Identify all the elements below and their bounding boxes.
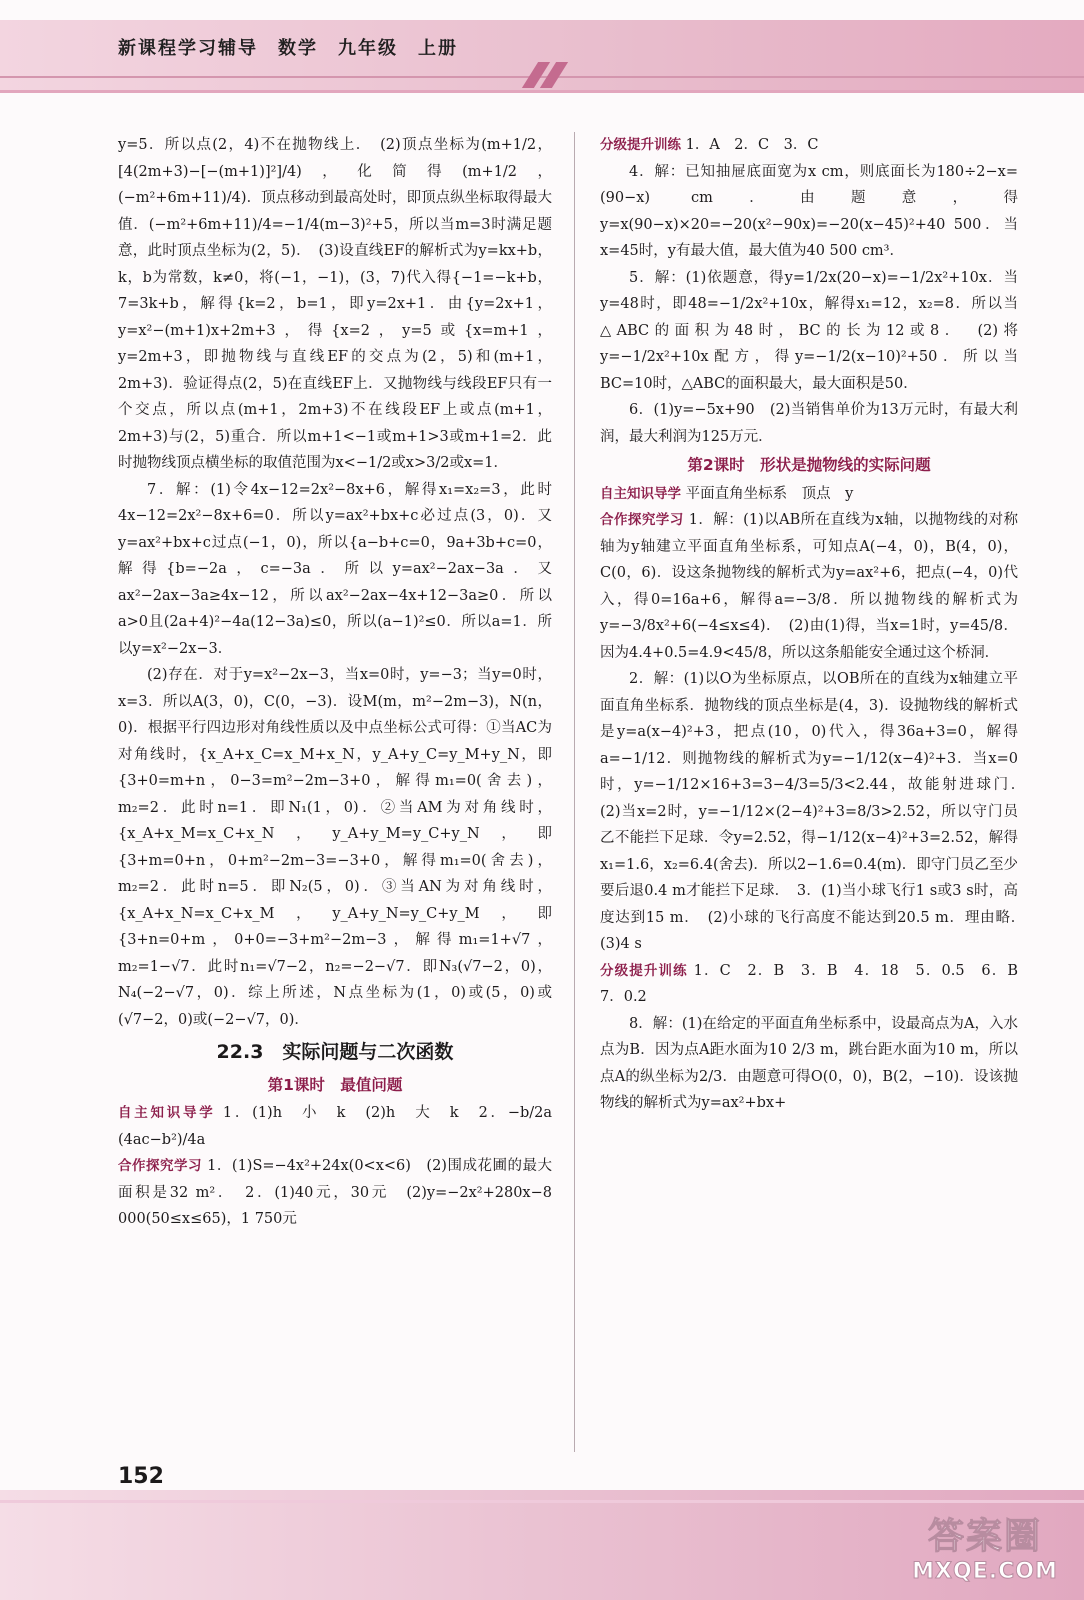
subhead-cooperative: 合作探究学习 [118,1158,203,1174]
page-number: 152 [118,1464,164,1489]
header-rule [0,76,1084,78]
footer-stripe [0,1500,1084,1503]
section-title: 22.3 实际问题与二次函数 [216,1041,454,1063]
watermark-text: 答案圈 [927,1516,1042,1557]
self-study-answers: 平面直角坐标系 顶点 y [685,485,854,502]
watermark-url: MXQE.COM [912,1559,1058,1584]
answer-paragraph: 8．解：(1)在给定的平面直角坐标系中，设最高点为A，入水点为B．因为点A距水面为10 2/3 m，跳台距水面为10 m，所以点A的纵坐标为2/3．由题意可得O(0，0)，B(2，−10)．设该抛物线的解析式为y=ax²+bx+ [600,1015,1018,1111]
answer-paragraph: 4．解：已知抽屉底面宽为x cm，则底面长为180÷2−x=(90−x) cm．由题意，得y=x(90−x)×20=−20(x²−90x)=−20(x−45)²+40 500．当x=45时，y有最大值，最大值为40 500 cm³． [600,163,1018,259]
answer-paragraph: (2)存在．对于y=x²−2x−3，当x=0时，y=−3；当y=0时，x=3．所以A(3，0)，C(0，−3)．设M(m，m²−2m−3)，N(n，0)．根据平行四边形对角线性质以及中点坐标公式可得：①当AC为对角线时，{x_A+x_C=x_M+x_N，y_A+y_C=y_M+y_N，即{3+0=m+n，0−3=m²−2m−3+0，解得m₁=0(舍去)，m₂=2．此时n=1．即N₁(1，0)．②当AM为对角线时，{x_A+x_M=x_C+x_N，y_A+y_M=y_C+y_N，即{3+m=0+n，0+m²−2m−3=−3+0，解得m₁=0(舍去)，m₂=2．此时n=5．即N₂(5，0)．③当AN为对角线时，{x_A+x_N=x_C+x_M，y_A+y_N=y_C+y_M，即{3+n=0+m，0+0=−3+m²−2m−3，解得m₁=1+√7，m₂=1−√7．此时n₁=√7−2，n₂=−2−√7．即N₃(√7−2，0)，N₄(−2−√7，0)．综上所述，N点坐标为(1，0)或(5，0)或(√7−2，0)或(−2−√7，0)． [118,667,552,1028]
watermark-logo [910,1508,1060,1584]
subhead-tier-training: 分级提升训练 [600,962,688,979]
self-study-answers: 1．(1)h 小 k (2)h 大 k 2．−b/2a (4ac−b²)/4a [118,1105,567,1148]
lesson-title: 第1课时 最值问题 [267,1075,403,1094]
answer-paragraph: 7．解：(1)令4x−12=2x²−8x+6，解得x₁=x₂=3，此时4x−12=2x²−8x+6=0．所以y=ax²+bx+c必过点(3，0)．又y=ax²+bx+c过点(−1，0)，所以{a−b+c=0，9a+3b+c=0，解得{b=−2a，c=−3a．所以y=ax²−2ax−3a．又ax²−2ax−3a≥4x−12，所以ax²−2ax−4x+12−3a≥0．所以a>0且(2a+4)²−4a(12−3a)≤0，所以(a−1)²≤0．所以a=1．所以y=x²−2x−3． [118,481,552,657]
right-column [600,132,1033,1117]
column-divider [574,132,575,1452]
left-column [118,132,567,1233]
subhead-tier-training: 分级提升训练 [600,137,681,153]
subhead-self-study: 自主知识导学 [118,1105,216,1121]
subhead-self-study: 自主知识导学 [600,485,681,502]
answer-paragraph: y=5．所以点(2，4)不在抛物线上． (2)顶点坐标为(m+1/2，[4(2m+3)−[−(m+1)]²]/4)，化简得(m+1/2，(−m²+6m+11)/4)．顶点移动到最高处时，即顶点纵坐标取得最大值．(−m²+6m+11)/4=−1/4(m−3)²+5，所以当m=3时满足题意，此时顶点坐标为(2，5)． (3)设直线EF的解析式为y=kx+b，k，b为常数，k≠0，将(−1，−1)，(3，7)代入得{−1=−k+b，7=3k+b，解得{k=2，b=1，即y=2x+1．由{y=2x+1，y=x²−(m+1)x+2m+3，得{x=2，y=5或{x=m+1，y=2m+3，即抛物线与直线EF的交点为(2，5)和(m+1，2m+3)．验证得点(2，5)在直线EF上．又抛物线与线段EF只有一个交点，所以点(m+1，2m+3)不在线段EF上或点(m+1，2m+3)与(2，5)重合．所以m+1<−1或m+1>3或m+1=2．此时抛物线顶点横坐标的取值范围为x<−1/2或x>3/2或x=1． [118,137,552,471]
cooperative-answers: 1．(1)S=−4x²+24x(0<x<6) (2)围成花圃的最大面积是32 m²． 2．(1)40元，30元 (2)y=−2x²+280x−8 000(50≤x≤65)，1 750元 [118,1158,553,1227]
answer-paragraph: 1．解：(1)以AB所在直线为x轴，以抛物线的对称轴为y轴建立平面直角坐标系，可知点A(−4，0)，B(4，0)，C(0，6)．设这条抛物线的解析式为y=ax²+6，把点(−4，0)代入，得0=16a+6，解得a=−3/8．所以抛物线的解析式为y=−3/8x²+6(−4≤x≤4)． (2)由(1)得，当x=1时，y=45/8．因为4.4+0.5=4.9<45/8，所以这条船能安全通过这个桥洞． [600,512,1019,661]
tier-answers: 1．A 2．C 3．C [685,137,819,153]
page-header-title: 新课程学习辅导 数学 九年级 上册 [118,38,458,59]
tier-answers: 1．C 2．B 3．B 4．18 5．0.5 6．B 7．0.2 [600,962,1033,1005]
answer-paragraph: 5．解：(1)依题意，得y=1/2x(20−x)=−1/2x²+10x．当y=48时，即48=−1/2x²+10x，解得x₁=12，x₂=8．所以当△ABC的面积为48时，BC的长为12或8． (2)将y=−1/2x²+10x配方，得y=−1/2(x−10)²+50．所以当BC=10时，△ABC的面积最大，最大面积是50． [600,269,1018,392]
lesson-title: 第2课时 形状是抛物线的实际问题 [687,456,931,474]
answer-paragraph: 6．(1)y=−5x+90 (2)当销售单价为13万元时，有最大利润，最大利润为125万元． [600,402,1018,445]
answer-paragraph: 2．解：(1)以O为坐标原点，以OB所在的直线为x轴建立平面直角坐标系．抛物线的顶点坐标是(4，3)．设抛物线的解析式是y=a(x−4)²+3，把点(10，0)代入，得36a+3=0，解得a=−1/12．则抛物线的解析式为y=−1/12(x−4)²+3．当x=0时，y=−1/12×16+3=3−4/3=5/3<2.44，故能射进球门． (2)当x=2时，y=−1/12×(2−4)²+3=8/3>2.52，所以守门员乙不能拦下足球．令y=2.52，得−1/12(x−4)²+3=2.52，解得x₁=1.6，x₂=6.4(舍去)．所以2−1.6=0.4(m)．即守门员乙至少要后退0.4 m才能拦下足球． 3．(1)当小球飞行1 s或3 s时，高度达到15 m． (2)小球的飞行高度不能达到20.5 m．理由略． (3)4 s [600,671,1033,952]
subhead-cooperative: 合作探究学习 [600,512,684,528]
